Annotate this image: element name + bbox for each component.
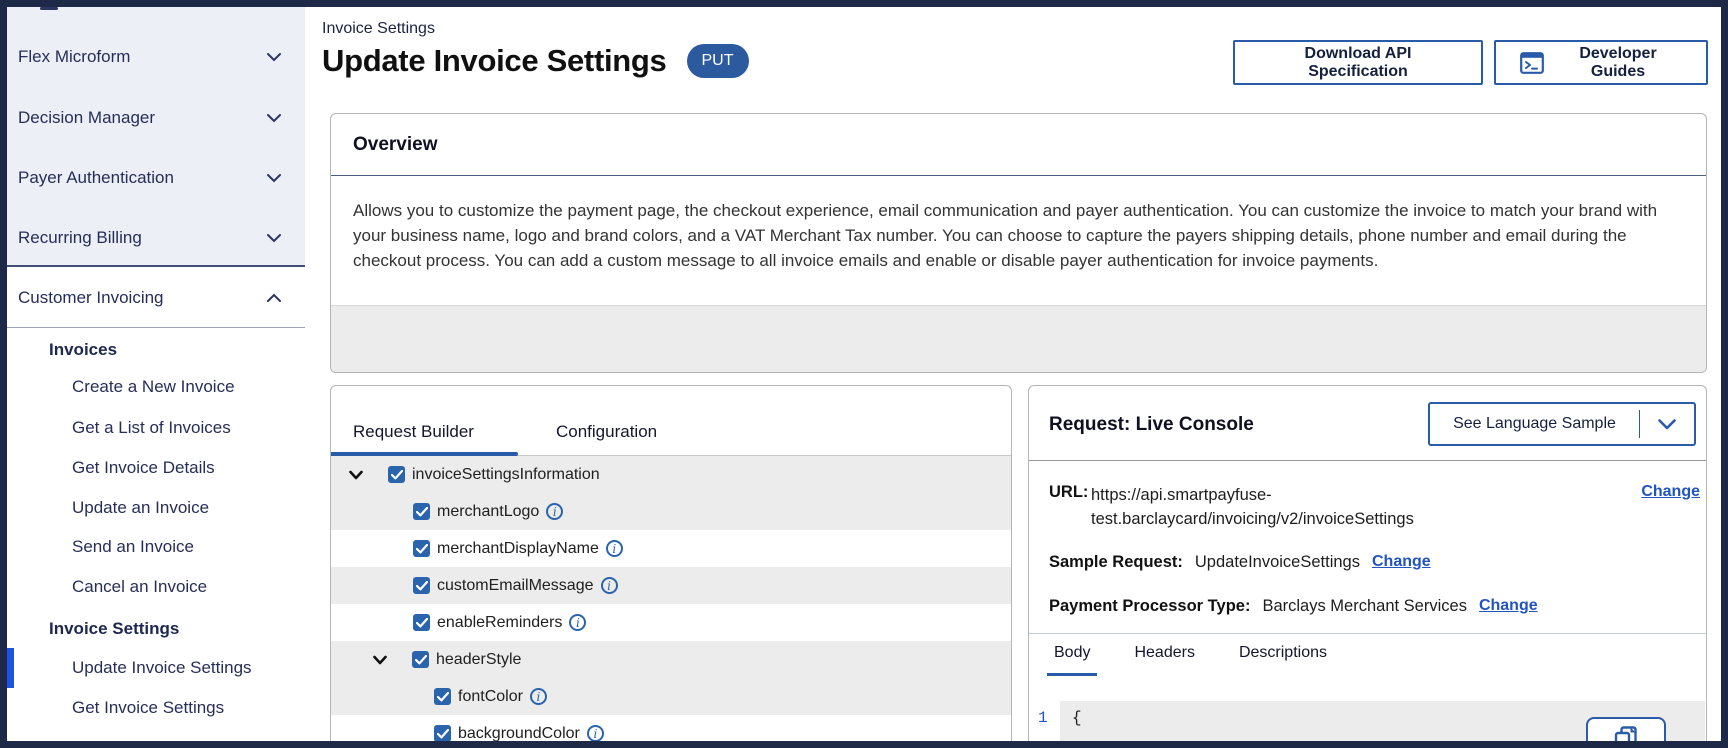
payment-processor-row [1049, 594, 1538, 618]
main-content [305, 7, 1721, 741]
sample-request-label: Sample Request: [1049, 552, 1183, 571]
download-api-spec-button[interactable]: Download API Specification [1233, 40, 1483, 85]
chevron-down-icon [267, 234, 281, 243]
chevron-down-icon [267, 174, 281, 183]
tab-request-builder[interactable]: Request Builder [353, 422, 474, 441]
info-icon[interactable]: i [606, 540, 623, 557]
breadcrumb: Invoice Settings [322, 20, 435, 37]
tree-row-fontColor: fontColor i [331, 678, 1011, 715]
clipped-nav-item-fragment [40, 7, 58, 10]
checkbox-checked[interactable] [388, 466, 405, 483]
page [7, 7, 1721, 741]
sidebar-item-label: Flex Microform [18, 47, 131, 66]
console-tabs-divider [1029, 633, 1706, 634]
checkbox-checked[interactable] [413, 503, 430, 520]
info-icon[interactable]: i [587, 725, 604, 741]
sidebar-item-update-an-invoice[interactable]: Update an Invoice [72, 498, 210, 517]
url-change-link[interactable]: Change [1641, 483, 1700, 500]
checkbox-checked[interactable] [434, 688, 451, 705]
payment-processor-change-link[interactable]: Change [1478, 597, 1538, 614]
tab-body[interactable]: Body [1054, 644, 1090, 676]
sidebar-item-label: Payer Authentication [18, 168, 174, 187]
live-console-title: Request: Live Console [1049, 414, 1254, 435]
checkbox-checked[interactable] [413, 577, 430, 594]
request-builder-panel [330, 385, 1012, 741]
chevron-down-icon [267, 53, 281, 62]
sidebar-item-cancel-an-invoice[interactable]: Cancel an Invoice [72, 577, 208, 596]
copy-icon [1614, 726, 1638, 741]
sidebar-item-payer-authentication[interactable] [7, 161, 305, 195]
sidebar [7, 7, 305, 741]
sidebar-divider [7, 327, 305, 328]
tree-row-headerStyle: headerStyle [331, 641, 1011, 678]
sample-request-value: UpdateInvoiceSettings [1194, 553, 1360, 571]
tree-row-backgroundColor: backgroundColor i [331, 715, 1011, 741]
chevron-down-icon[interactable] [373, 655, 387, 665]
sidebar-group-invoices: Invoices [49, 340, 118, 359]
url-label: URL: [1049, 483, 1089, 501]
tree-row-merchantDisplayName: merchantDisplayName i [331, 530, 1011, 567]
checkbox-checked[interactable] [413, 614, 430, 631]
console-tabs [1054, 644, 1327, 676]
page-title: Update Invoice Settings [322, 43, 667, 78]
live-console-panel [1028, 385, 1707, 741]
sidebar-item-label: Customer Invoicing [18, 288, 164, 307]
tab-headers[interactable]: Headers [1134, 644, 1195, 661]
chevron-up-icon [267, 294, 281, 303]
payment-processor-label: Payment Processor Type: [1049, 596, 1251, 615]
request-body-code [1030, 701, 1705, 741]
see-language-sample-button[interactable]: See Language Sample [1428, 402, 1696, 446]
tree-row-invoiceSettingsInformation: invoiceSettingsInformation [331, 456, 1011, 493]
sample-request-row [1049, 550, 1431, 574]
code-line-number: 1 [1038, 709, 1048, 727]
sidebar-group-invoice-settings: Invoice Settings [49, 619, 180, 638]
developer-guides-button[interactable]: Developer Guides [1494, 40, 1708, 85]
chevron-down-icon [1640, 419, 1694, 430]
copy-code-button[interactable] [1586, 717, 1666, 741]
checkbox-checked[interactable] [413, 540, 430, 557]
sidebar-item-create-a-new-invoice[interactable]: Create a New Invoice [72, 377, 235, 396]
info-icon[interactable]: i [530, 688, 547, 705]
sidebar-item-get-invoice-settings[interactable]: Get Invoice Settings [72, 698, 225, 717]
sidebar-item-get-invoice-details[interactable]: Get Invoice Details [72, 458, 215, 477]
selected-item-indicator [7, 648, 14, 688]
overview-heading: Overview [331, 114, 1706, 176]
sidebar-item-flex-microform[interactable] [7, 40, 305, 74]
terminal-icon [1520, 52, 1544, 74]
info-icon[interactable]: i [546, 503, 563, 520]
sidebar-item-update-invoice-settings[interactable]: Update Invoice Settings [72, 658, 252, 677]
sidebar-item-label: Recurring Billing [18, 228, 142, 247]
tab-configuration[interactable]: Configuration [556, 422, 658, 441]
overview-panel [330, 113, 1707, 373]
tab-descriptions[interactable]: Descriptions [1238, 644, 1327, 661]
tree-row-customEmailMessage: customEmailMessage i [331, 567, 1011, 604]
active-tab-indicator [331, 452, 518, 456]
checkbox-checked[interactable] [434, 725, 451, 741]
sidebar-item-customer-invoicing[interactable] [7, 281, 305, 315]
sidebar-divider [7, 265, 305, 267]
info-icon[interactable]: i [569, 614, 586, 631]
sidebar-item-label: Decision Manager [18, 108, 156, 127]
chevron-down-icon[interactable] [349, 470, 363, 480]
checkbox-checked[interactable] [412, 651, 429, 668]
sidebar-item-get-a-list-of-invoices[interactable]: Get a List of Invoices [72, 418, 231, 437]
sidebar-item-decision-manager[interactable] [7, 101, 305, 135]
overview-description: Allows you to customize the payment page, the checkout experience, email communication and payer authentication. You can customize the invoice to match your brand with your business name, logo and brand colors, and a VAT Merchant Tax number. You can choose to capture the payers shipping details, phone number and email during the checkout process. You can add a custom message to all invoice emails and enable or disable payer authentication for invoice payments. [353, 201, 1658, 270]
url-value: https://api.smartpayfuse- test.barclaycard/invoicing/v2/invoiceSettings [1091, 486, 1414, 528]
overview-footer [331, 305, 1706, 372]
sidebar-item-send-an-invoice[interactable]: Send an Invoice [72, 537, 194, 556]
tree-row-merchantLogo: merchantLogo i [331, 493, 1011, 530]
request-builder-tabs [331, 386, 1011, 456]
sample-request-change-link[interactable]: Change [1371, 553, 1431, 570]
info-icon[interactable]: i [601, 577, 618, 594]
http-method-badge: PUT [687, 44, 749, 78]
code-line-text: { [1072, 709, 1082, 727]
payment-processor-value: Barclays Merchant Services [1262, 597, 1467, 615]
tree-row-enableReminders: enableReminders i [331, 604, 1011, 641]
header-buttons [1233, 40, 1708, 85]
sidebar-item-recurring-billing[interactable] [7, 221, 305, 255]
chevron-down-icon [267, 114, 281, 123]
title-row [322, 43, 749, 79]
